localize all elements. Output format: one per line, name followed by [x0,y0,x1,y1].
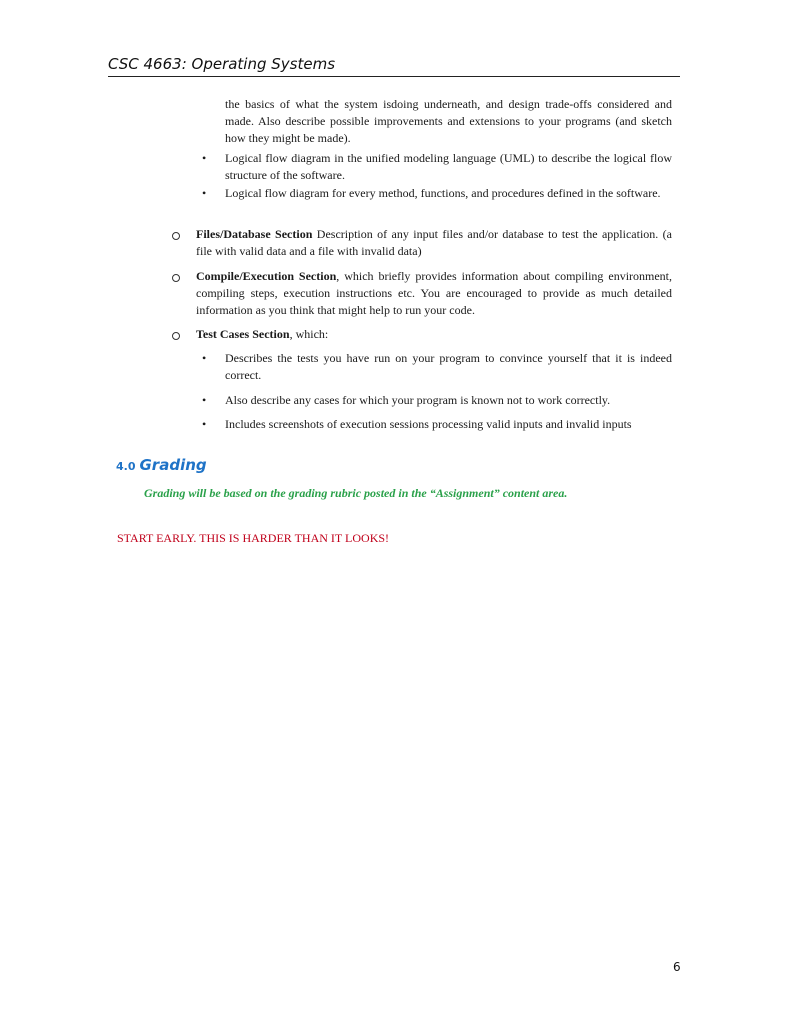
bullet-icon: • [202,351,207,365]
tests-section-title: Test Cases Section [196,327,290,341]
files-section-text: Description of any input files and/or database to test the application. (a file with valid data and a file with invalid data) [196,227,672,258]
compile-section-item [196,268,672,319]
list-item: Logical flow diagram in the unified modeling language (UML) to describe the logical flow structure of the software. [225,151,672,182]
grading-note: Grading will be based on the grading rubric posted in the “Assignment” content area. [144,486,568,500]
page-header [108,54,680,77]
section-title: Grading [139,456,207,474]
files-section-title: Files/Database Section [196,227,313,241]
page-number: 6 [673,960,681,974]
list-item: Also describe any cases for which your program is known not to work correctly. [225,393,611,407]
list-item: Includes screenshots of execution sessions processing valid inputs and invalid inputs [225,417,632,431]
course-title: CSC 4663: Operating Systems [108,55,336,73]
bullet-icon: • [202,151,207,165]
warning-text: START EARLY. THIS IS HARDER THAN IT LOOKS! [117,531,390,545]
circle-bullet-icon [172,332,180,340]
list-item: Logical flow diagram for every method, functions, and procedures defined in the software. [225,186,661,200]
circle-bullet-icon [172,274,180,282]
bullet-icon: • [202,417,207,431]
files-section-item [196,226,672,260]
section-number: 4.0 [116,460,136,473]
tests-section-text: , which: [289,327,329,341]
circle-bullet-icon [172,232,180,240]
list-item: Describes the tests you have run on your program to convince yourself that it is indeed correct. [225,351,672,382]
continuation-paragraph: the basics of what the system isdoing underneath, and design trade-offs considered and made. Also describe possible improvements and extensions to your programs (and sketch how they might be made). [225,97,672,145]
compile-section-text: , which briefly provides information about compiling environment, compiling steps, execution instructions etc. You are encouraged to provide as much detailed information as you think that might help to run your code. [196,269,673,317]
compile-section-title: Compile/Execution Section [196,269,337,283]
grading-heading [116,455,207,474]
bullet-icon: • [202,186,207,200]
tests-section-item [196,326,672,343]
bullet-icon: • [202,393,207,407]
